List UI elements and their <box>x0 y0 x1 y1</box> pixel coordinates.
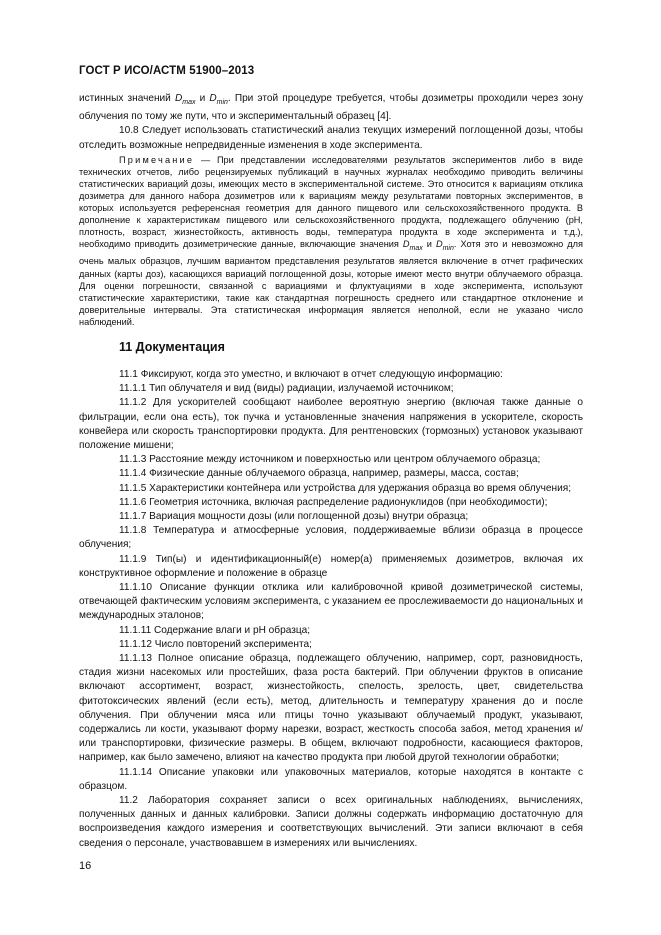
item-11-1-13: 11.1.13 Полное описание образца, подлежащего облучению, например, сорт, разновидность, стадия жизни насекомых или простейших, фаза роста бактерий. При облучении фруктов в описание включают ассортимент, возраст, жизнестойкость, спелость, зрелость, цвет, свидетельства фитотоксических явлений (если есть), метод, длительность и температуру хранения до и после облучения. При облучении мяса или птицы точно указывают облучаемый продукт, указывают, содержались ли кости, указывают форму нарезки, возраст, жесткость способа забоя, метод хранения и/или транспортировки, физические размеры. В общем, включают подробности, касающиеся факторов, например, как было замечено, влияют на качество продукта при любой другой технологии обработки; <box>79 653 583 764</box>
item-11-1-1: 11.1.1 Тип облучателя и вид (виды) радиации, излучаемой источником; <box>119 383 454 395</box>
note-lead: Примечание <box>119 154 195 165</box>
intro-text-b: и <box>195 93 210 104</box>
document-header: ГОСТ Р ИСО/АСТМ 51900–2013 <box>79 65 255 77</box>
item-11-1-8: 11.1.8 Температура и атмосферные условия, поддерживаемые вблизи образца в процессе облучения; <box>79 525 583 551</box>
note-paragraph <box>79 154 583 328</box>
page-content <box>79 92 583 851</box>
item-11-1: 11.1 Фиксируют, когда это уместно, и включают в отчет следующую информацию: <box>119 368 503 380</box>
paragraph-10-8: 10.8 Следует использовать статистический анализ текущих измерений поглощенной дозы, чтобы отследить возможные непредвиденные изменения в ходе эксперимента. <box>79 125 583 151</box>
item-11-1-4: 11.1.4 Физические данные облучаемого образца, например, размеры, масса, состав; <box>119 468 519 480</box>
item-11-1-9: 11.1.9 Тип(ы) и идентификационный(е) номер(а) применяемых дозиметров, включая их конструктивное оформление и положение в образце <box>79 553 583 579</box>
intro-paragraph <box>79 92 583 124</box>
item-11-2: 11.2 Лаборатория сохраняет записи о всех оригинальных наблюдениях, вычислениях, полученных данных и данных калибровки. Записи должны содержать информацию достаточную для воспроизведения каждого измерения и соответствующих вычислений. Эти записи включают в себя сведения о персонале, участвовавшем в измерениях или вычислениях. <box>79 795 583 849</box>
note-d-max-symbol: $D_{max}$ <box>402 239 423 253</box>
item-11-1-3: 11.1.3 Расстояние между источником и поверхностью или центром облучаемого образца; <box>119 454 541 466</box>
note-text-b: и <box>422 239 436 250</box>
item-11-1-14: 11.1.14 Описание упаковки или упаковочных материалов, которые находятся в контакте с образцом. <box>79 766 583 792</box>
section-title: 11 Документация <box>119 339 225 354</box>
d-min-symbol: $D_{min}$ <box>209 93 228 107</box>
item-11-1-11: 11.1.11 Содержание влаги и pH образца; <box>119 624 311 636</box>
item-11-1-2: 11.1.2 Для ускорителей сообщают наиболее вероятную энергию (включая также данные о фильтрации, если она есть), ток пучка и установленные значения напряжения в ускорителе, скорость конвейера или скорость транспортировки продукта. Для рентгеновских (тормозных) установок указывают положение мишени; <box>79 397 583 451</box>
note-text-a: — При представлении исследователями результатов экспериментов либо в виде технических отчетов, либо рецензируемых публикаций в научных журналах необходимо приводить величины статистических вариаций дозы, имеющих место в экспериментальной системе. Это относится к вариациям отклика дозиметра для данного набора дозиметров или к вариациям между результатами повторных экспериментов, в которых используется референсная геометрия для данного пищевого или сельскохозяйственного продукта. В дополнение к характеристикам пищевого или сельскохозяйственного продукта, подлежащего облучению (pH, плотность, возраст, жизнестойкость, активность воды, температура продукта в ходе эксперимента и т.д.), необходимо приводить дозиметрические данные, включающие значения <box>79 154 583 250</box>
page-number: 16 <box>79 860 92 872</box>
note-text-c: . Хотя это и невозможно для очень малых образцов, лучшим вариантом представления результатов является включение в отчет графических данных (карты доз), касающихся вариаций поглощенной дозы, которые имеют место внутри облучаемого образца. Для оценки погрешности, связанной с вариациями и флуктуациями в ходе эксперимента, используют статистические характеристики, такие как стандартная погрешность среднего или стандартное отклонение и доверительные интервалы. Эта статистическая информация является неполной, если не указано число наблюдений. <box>79 239 583 327</box>
intro-text-a: истинных значений <box>79 93 175 104</box>
item-11-1-10: 11.1.10 Описание функции отклика или калибровочной кривой дозиметрической системы, отвечающей фактическим условиям эксперимента, с указанием ее прослеживаемости до национальных и международных эталонов; <box>79 582 583 622</box>
item-11-1-12: 11.1.12 Число повторений эксперимента; <box>119 638 312 650</box>
d-max-symbol: $D_{max}$ <box>174 93 196 107</box>
item-11-1-6: 11.1.6 Геометрия источника, включая распределение радионуклидов (при необходимости); <box>119 496 548 508</box>
item-11-1-5: 11.1.5 Характеристики контейнера или устройства для удержания образца во время облучения; <box>119 482 571 494</box>
note-d-min-symbol: $D_{min}$ <box>435 239 454 253</box>
item-11-1-7: 11.1.7 Вариация мощности дозы (или поглощенной дозы) внутри образца; <box>119 511 469 522</box>
intro-text-c: . При этой процедуре требуется, чтобы дозиметры проходили через зону облучения по тому же пути, что и экспериментальный образец [4]. <box>79 93 583 123</box>
